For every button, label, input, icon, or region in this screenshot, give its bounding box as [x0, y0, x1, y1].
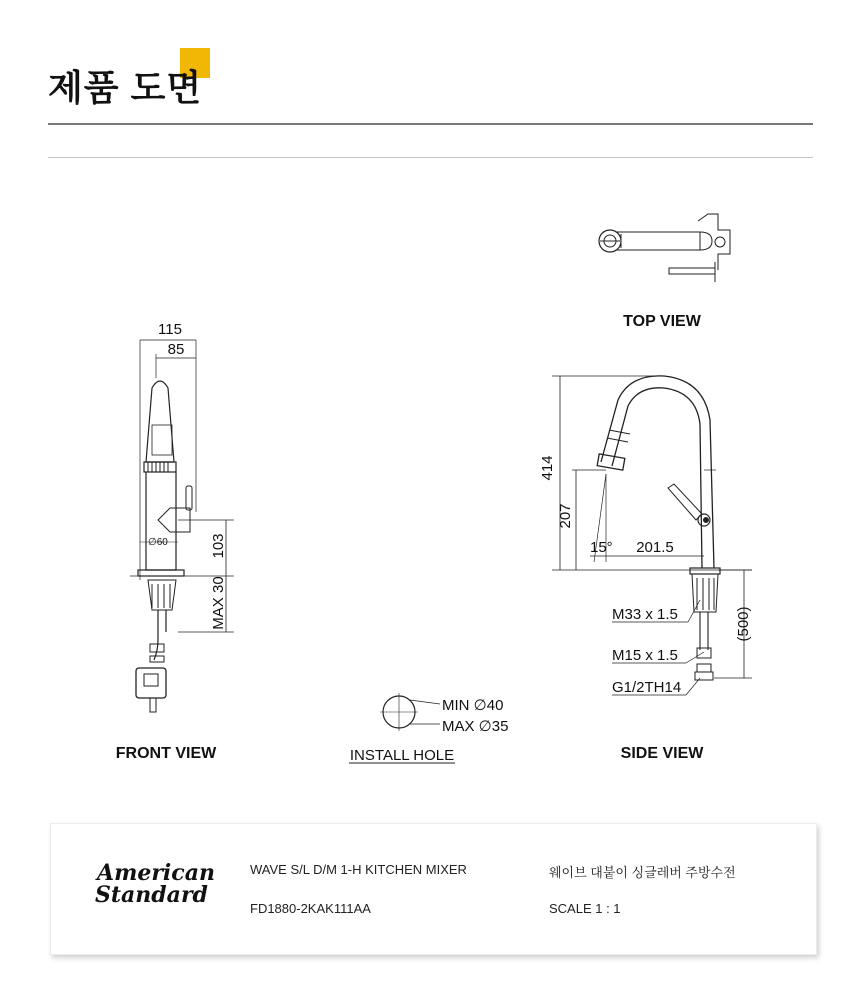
install-hole-max: MAX ∅35	[442, 718, 509, 735]
thread-g12: G1/2TH14	[612, 679, 682, 696]
page-title: 제품 도면	[48, 67, 203, 108]
side-view-label: SIDE VIEW	[620, 745, 704, 762]
logo-line-2: Standard	[95, 882, 208, 908]
product-name-ko: 웨이브 대붙이 싱글레버 주방수전	[549, 865, 736, 880]
top-view-label: TOP VIEW	[623, 313, 701, 330]
install-hole-min: MIN ∅40	[442, 697, 504, 714]
install-hole-label: INSTALL HOLE	[349, 747, 455, 764]
side-dim-hose: (500)	[735, 606, 752, 642]
front-dim-85: 85	[167, 341, 185, 358]
front-view-drawing	[130, 340, 234, 712]
top-view-drawing	[599, 214, 730, 282]
front-view-label: FRONT VIEW	[115, 745, 217, 762]
thread-m15: M15 x 1.5	[612, 647, 678, 664]
front-dim-103: 103	[210, 533, 227, 559]
scale: SCALE 1 : 1	[549, 901, 621, 916]
side-dim-207: 207	[557, 503, 574, 529]
model-code: FD1880-2KAK111AA	[250, 901, 371, 916]
front-dim-max30: MAX 30	[210, 576, 227, 630]
product-info-card	[50, 823, 817, 955]
product-name-en: WAVE S/L D/M 1-H KITCHEN MIXER	[250, 862, 467, 877]
side-dim-reach: 201.5	[636, 539, 674, 556]
front-dim-115: 115	[158, 321, 182, 338]
american-standard-logo	[97, 862, 215, 906]
front-dim-base-dia: ∅60	[148, 537, 168, 548]
logo-line-1: American	[97, 860, 215, 886]
side-dim-angle: 15°	[590, 539, 613, 556]
thread-m33: M33 x 1.5	[612, 606, 678, 623]
side-dim-414: 414	[539, 455, 556, 481]
